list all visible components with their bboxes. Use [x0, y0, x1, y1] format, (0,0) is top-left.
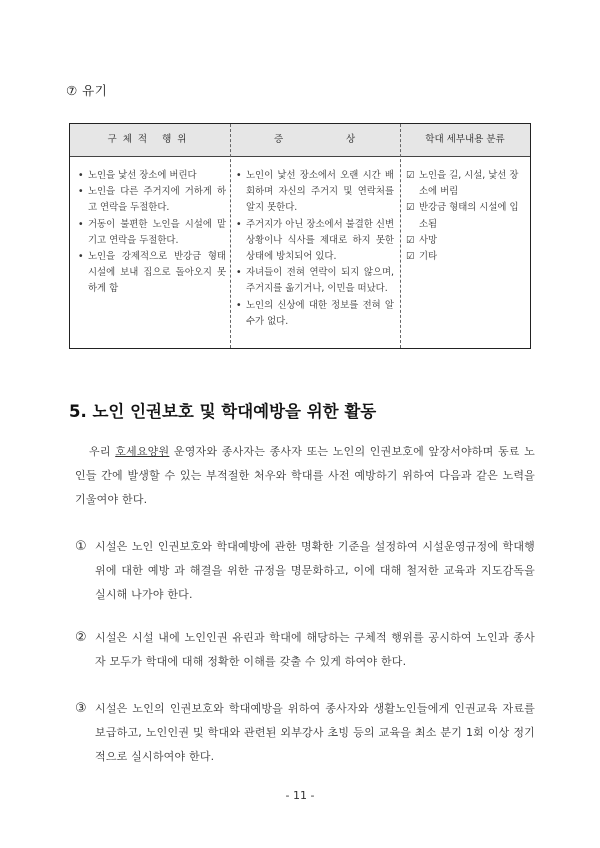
list-item: • 노인을 다른 주거지에 거하게 하고 연락을 두절한다. — [78, 186, 226, 214]
bullet-icon: • — [78, 218, 84, 230]
list-item: ☑ 노인을 길, 시설, 낯선 장소에 버림 — [406, 170, 519, 198]
numbered-item-1 — [75, 535, 535, 607]
column-divider — [400, 124, 401, 348]
section-title: 5. 노인 인권보호 및 학대예방을 위한 활동 — [69, 402, 377, 421]
checkbox-checked-icon: ☑ — [406, 170, 415, 181]
cell-classification — [406, 168, 526, 265]
list-item: • 거동이 불편한 노인을 시설에 맡기고 연락을 두절한다. — [78, 218, 226, 246]
checkbox-checked-icon: ☑ — [406, 251, 415, 263]
bullet-icon: • — [78, 251, 84, 263]
list-item: ☑ 사망 — [406, 233, 526, 249]
item-number: ③ — [75, 701, 87, 716]
item-text: 시설은 노인의 인권보호와 학대예방을 위하여 종사자와 생활노인들에게 인권교육 자료를 보급하고, 노인인권 및 학대와 관련된 외부강사 초빙 등의 교육을 최소 분기 1회 이상 정기적으로 실시하여야 한다. — [95, 702, 535, 763]
header-classification: 학대 세부내용 분류 — [425, 134, 505, 145]
facility-name: 호세요양원 — [115, 445, 170, 458]
list-item: • 노인의 신상에 대한 정보를 전혀 알 수가 없다. — [236, 299, 394, 327]
numbered-item-3 — [75, 697, 535, 769]
bullet-icon: • — [236, 170, 242, 181]
cell-specific-acts — [78, 168, 226, 298]
bullet-icon: • — [236, 267, 242, 279]
list-item: • 노인이 낯선 장소에서 오랜 시간 배회하며 자신의 주거지 및 연락처를 알지 못한다. — [236, 170, 394, 214]
item-number: ① — [75, 539, 87, 554]
list-item: • 노인을 낯선 장소에 버린다 — [78, 168, 226, 184]
header-symptoms-part2: 상 — [346, 134, 356, 145]
list-item: ☑ 기타 — [406, 249, 526, 265]
item-number: ② — [75, 630, 87, 645]
numbered-item-2 — [75, 626, 535, 674]
bullet-icon: • — [78, 170, 84, 181]
page-number: - 11 - — [285, 789, 315, 802]
abandonment-table — [69, 123, 531, 349]
item-text: 시설은 시설 내에 노인인권 유린과 학대에 해당하는 구체적 행위를 공시하여 노인과 종사자 모두가 학대에 대해 정확한 이해를 갖출 수 있게 하여야 한다. — [95, 631, 535, 668]
checkbox-checked-icon: ☑ — [406, 202, 415, 214]
column-divider — [230, 124, 231, 348]
table-header-row — [70, 124, 530, 157]
header-specific-acts: 구체적 행위 — [107, 134, 193, 145]
list-item: • 주거지가 아닌 장소에서 불결한 신변상황이나 식사를 제대로 하지 못한 상태에 방치되어 있다. — [236, 218, 394, 263]
intro-paragraph: 우리 호세요양원 운영자와 종사자는 종사자 또는 노인의 인권보호에 앞장서야하며 동료 노인들 간에 발생할 수 있는 부적절한 처우와 학대를 사전 예방하기 위하여 다음과 같은 노력을 기울여야 한다. — [75, 445, 535, 506]
checkbox-checked-icon: ☑ — [406, 234, 415, 246]
header-symptoms — [230, 124, 400, 156]
list-item: • 노인을 강제적으로 반강금 형태 시설에 보내 집으로 돌아오지 못하게 함 — [78, 251, 226, 295]
cell-symptoms — [236, 168, 394, 330]
subheading-abandonment: ⑦ 유기 — [66, 83, 108, 98]
header-symptoms-part1: 증 — [274, 134, 284, 145]
item-text: 시설은 노인 인권보호와 학대예방에 관한 명확한 기준을 설정하여 시설운영규정에 학대행위에 대한 예방 과 해결을 위한 규정을 명문화하고, 이에 대해 철저한 교육과 지도감독을 실시해 나가야 한다. — [95, 540, 535, 601]
bullet-icon: • — [78, 186, 84, 198]
bullet-icon: • — [236, 299, 242, 311]
bullet-icon: • — [236, 218, 242, 230]
list-item: ☑ 반강금 형태의 시설에 입소됨 — [406, 202, 519, 230]
list-item: • 자녀들이 전혀 연락이 되지 않으며, 주거지를 옮기거나, 이민을 떠났다. — [236, 267, 394, 295]
